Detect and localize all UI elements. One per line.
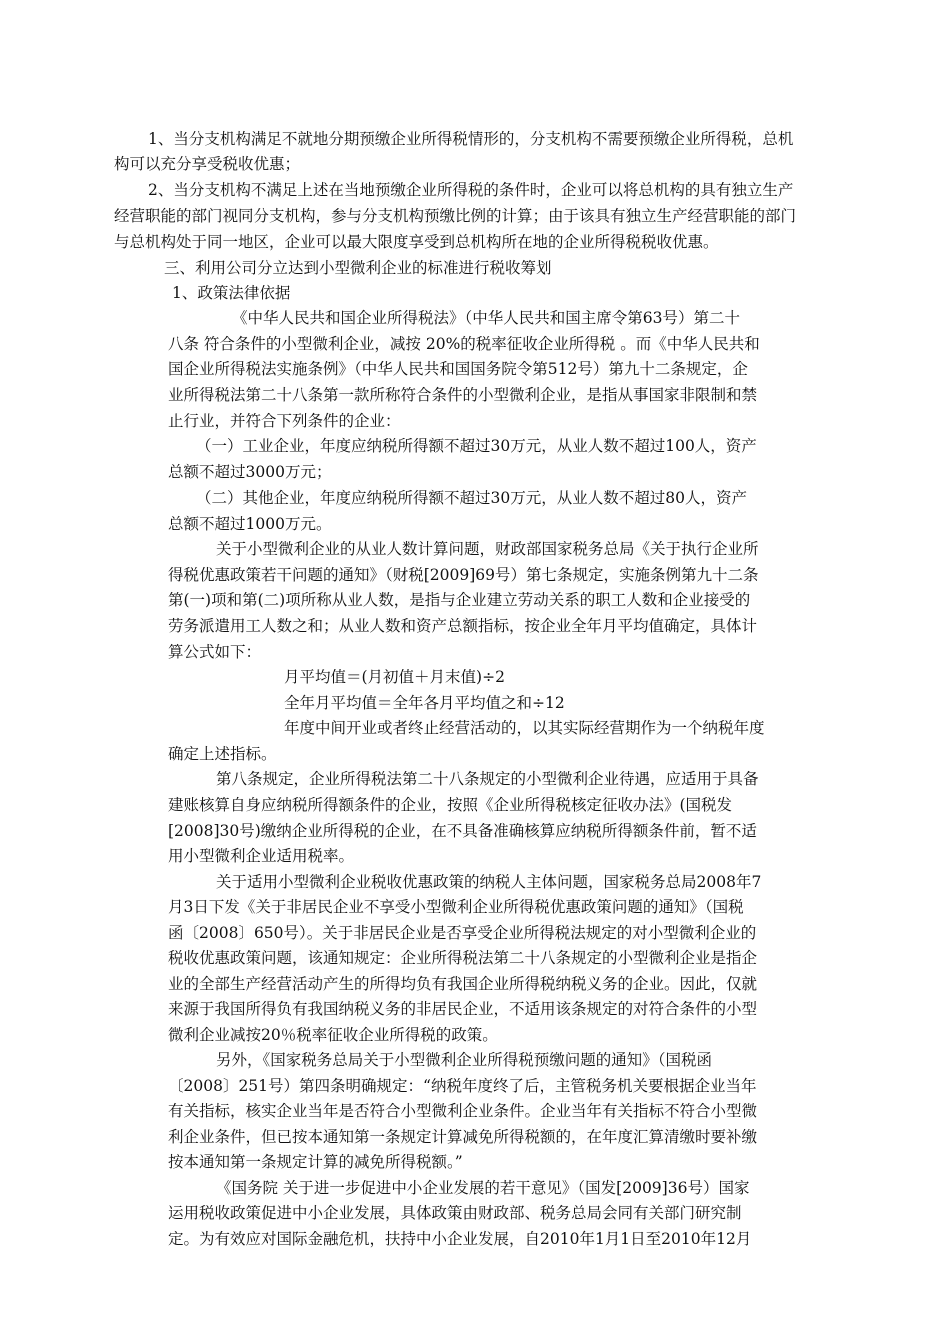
section-heading: 三、利用公司分立达到小型微利企业的标准进行税收筹划 (164, 259, 552, 277)
paragraph-line: 经营职能的部门视同分支机构，参与分支机构预缴比例的计算；由于该具有独立生产经营职能的部门 (114, 207, 797, 225)
paragraph-line: 按本通知第一条规定计算的减免所得税额。” (168, 1153, 463, 1171)
paragraph-line: 1、当分支机构满足不就地分期预缴企业所得税情形的，分支机构不需要预缴企业所得税，总机 (148, 130, 794, 148)
paragraph-line: 确定上述指标。 (168, 745, 277, 763)
paragraph-line: 关于适用小型微利企业税收优惠政策的纳税人主体问题，国家税务总局2008年7 (216, 873, 762, 891)
paragraph-line: 月3日下发《关于非居民企业不享受小型微利企业所得税优惠政策问题的通知》（国税 (168, 898, 744, 916)
paragraph-line: 构可以充分享受税收优惠； (114, 155, 301, 173)
paragraph-line: 税收优惠政策问题，该通知规定：企业所得税法第二十八条规定的小型微利企业是指企 (168, 949, 758, 967)
paragraph-line: 得税优惠政策若干问题的通知》（财税[2009]69号）第七条规定，实施条例第九十二条 (168, 566, 759, 584)
paragraph-line: 建账核算自身应纳税所得额条件的企业，按照《企业所得税核定征收办法》(国税发 (168, 796, 733, 814)
paragraph-line: 止行业，并符合下列条件的企业： (168, 412, 401, 430)
paragraph-line: 利企业条件，但已按本通知第一条规定计算减免所得税额的，在年度汇算清缴时要补缴 (168, 1128, 758, 1146)
paragraph-line: （一）工业企业，年度应纳税所得额不超过30万元，从业人数不超过100人，资产 (196, 437, 757, 455)
paragraph-line: 关于小型微利企业的从业人数计算问题，财政部国家税务总局《关于执行企业所 (216, 540, 759, 558)
paragraph-line: 函〔2008〕650号）。关于非居民企业是否享受企业所得税法规定的对小型微利企业的 (168, 924, 757, 942)
paragraph-line: 总额不超过1000万元。 (168, 515, 332, 533)
formula-line: 月平均值＝(月初值＋月末值)÷2 (284, 668, 505, 686)
paragraph-line: 第(一)项和第(二)项所称从业人数，是指与企业建立劳动关系的职工人数和企业接受的 (168, 591, 751, 609)
paragraph-line: 定。为有效应对国际金融危机，扶持中小企业发展，自2010年1月1日至2010年12月 (168, 1230, 752, 1248)
paragraph-line: 运用税收政策促进中小企业发展，具体政策由财政部、税务总局会同有关部门研究制 (168, 1204, 742, 1222)
paragraph-line: 有关指标，核实企业当年是否符合小型微利企业条件。企业当年有关指标不符合小型微 (168, 1102, 758, 1120)
paragraph-line: 业所得税法第二十八条第一款所称符合条件的小型微利企业，是指从事国家非限制和禁 (168, 386, 758, 404)
paragraph-line: [2008]30号)缴纳企业所得税的企业，在不具备准确核算应纳税所得额条件前，暂不适 (168, 822, 757, 840)
paragraph-line: 2、当分支机构不满足上述在当地预缴企业所得税的条件时，企业可以将总机构的具有独立生产 (148, 181, 794, 199)
paragraph-line: 《中华人民共和国企业所得税法》（中华人民共和国主席令第63号）第二十 (232, 309, 740, 327)
paragraph-line: 《国务院 关于进一步促进中小企业发展的若干意见》（国发[2009]36号）国家 (216, 1179, 750, 1197)
formula-line: 全年月平均值＝全年各月平均值之和÷12 (284, 694, 565, 712)
paragraph-line: 第八条规定，企业所得税法第二十八条规定的小型微利企业待遇，应适用于具备 (216, 770, 759, 788)
paragraph-line: 总额不超过3000万元； (168, 463, 332, 481)
paragraph-line: 与总机构处于同一地区，企业可以最大限度享受到总机构所在地的企业所得税税收优惠。 (114, 233, 719, 251)
paragraph-line: 算公式如下： (168, 643, 262, 661)
paragraph-line: 用小型微利企业适用税率。 (168, 847, 355, 865)
subsection-heading: 1、政策法律依据 (172, 284, 291, 302)
paragraph-line: 业的全部生产经营活动产生的所得均负有我国企业所得税纳税义务的企业。因此，仅就 (168, 975, 758, 993)
paragraph-line: 劳务派遣用工人数之和；从业人数和资产总额指标，按企业全年月平均值确定，具体计 (168, 617, 758, 635)
paragraph-line: 国企业所得税法实施条例》（中华人民共和国国务院令第512号）第九十二条规定，企 (168, 360, 748, 378)
paragraph-line: （二）其他企业，年度应纳税所得额不超过30万元，从业人数不超过80人，资产 (196, 489, 747, 507)
paragraph-line: 来源于我国所得负有我国纳税义务的非居民企业，不适用该条规定的对符合条件的小型 (168, 1000, 758, 1018)
paragraph-line: 微利企业减按20％税率征收企业所得税的政策。 (168, 1026, 498, 1044)
paragraph-line: 年度中间开业或者终止经营活动的，以其实际经营期作为一个纳税年度 (284, 719, 765, 737)
paragraph-line: 〔2008〕251号）第四条明确规定：“纳税年度终了后，主管税务机关要根据企业当年 (168, 1077, 757, 1095)
paragraph-line: 另外，《国家税务总局关于小型微利企业所得税预缴问题的通知》（国税函 (216, 1051, 713, 1069)
paragraph-line: 八条 符合条件的小型微利企业，减按 20%的税率征收企业所得税 。而《中华人民共和 (168, 335, 760, 353)
